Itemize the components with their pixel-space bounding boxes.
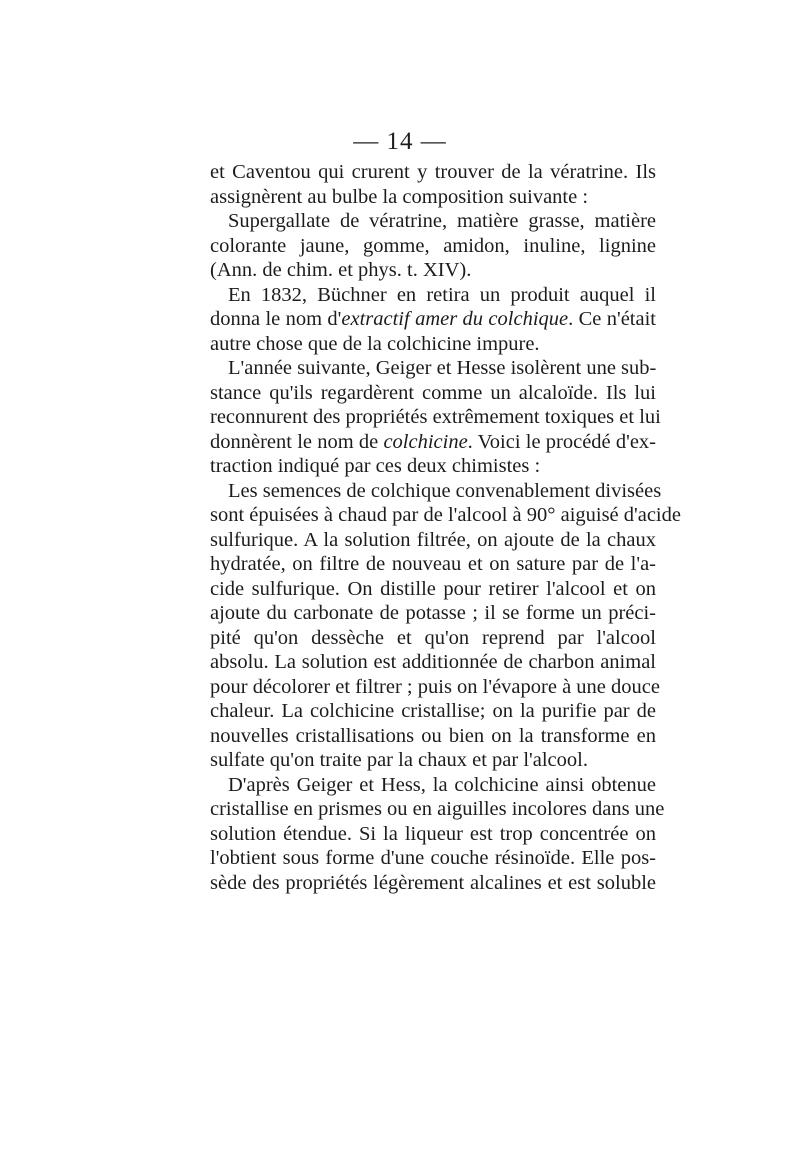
text-line: cide sulfurique. On distille pour retirer l'alcool et on bbox=[210, 577, 656, 600]
text-line: colorante jaune, gomme, amidon, inuline, lignine bbox=[210, 234, 656, 257]
italic-term: extractif amer du colchique bbox=[341, 308, 569, 330]
text-line: sulfate qu'on traite par la chaux et par l'alcool. bbox=[210, 749, 588, 771]
text-line: sulfurique. A la solution filtrée, on ajoute de la chaux bbox=[210, 528, 656, 551]
text-line: hydratée, on filtre de nouveau et on sature par de l'a- bbox=[210, 553, 656, 575]
text-segment: donnèrent le nom de bbox=[210, 430, 384, 453]
text-line: et Caventou qui crurent y trouver de la vératrine. Ils bbox=[210, 161, 656, 183]
text-line: traction indiqué par ces deux chimistes : bbox=[210, 455, 541, 477]
text-line: Les semences de colchique convenablement divisées bbox=[228, 479, 662, 502]
text-line: (Ann. de chim. et phys. t. XIV). bbox=[210, 259, 472, 281]
text-line: cristallise en prismes ou en aiguilles incolores dans une bbox=[210, 798, 665, 820]
text-segment: donna le nom d' bbox=[210, 308, 342, 330]
text-line: autre chose que de la colchicine impure. bbox=[210, 332, 540, 355]
text-line: sède des propriétés légèrement alcalines et est soluble bbox=[210, 871, 656, 894]
text-line bbox=[210, 307, 656, 332]
text-line bbox=[210, 430, 656, 455]
text-line: nouvelles cristallisations ou bien on la transforme en bbox=[210, 724, 656, 747]
italic-term: colchicine bbox=[383, 430, 468, 453]
text-line: pité qu'on dessèche et qu'on reprend par l'alcool bbox=[210, 626, 656, 649]
text-line: En 1832, Büchner en retira un produit auquel il bbox=[228, 283, 656, 306]
text-line: stance qu'ils regardèrent comme un alcaloïde. Ils lui bbox=[210, 381, 656, 404]
text-line: Supergallate de vératrine, matière grasse, matière bbox=[228, 210, 656, 232]
text-line: sont épuisées à chaud par de l'alcool à 90° aiguisé d'acide bbox=[210, 504, 681, 526]
text-line: ajoute du carbonate de potasse ; il se forme un préci- bbox=[210, 602, 656, 624]
text-line: assignèrent au bulbe la composition suivante : bbox=[210, 185, 589, 208]
body-text bbox=[210, 160, 681, 895]
text-line: l'obtient sous forme d'une couche résinoïde. Elle pos- bbox=[210, 847, 656, 869]
text-line: chaleur. La colchicine cristallise; on la purifie par de bbox=[210, 700, 656, 722]
text-line: reconnurent des propriétés extrêmement toxiques et lui bbox=[210, 406, 661, 428]
text-line: solution étendue. Si la liqueur est trop concentrée on bbox=[210, 822, 656, 845]
text-line: absolu. La solution est additionnée de charbon animal bbox=[210, 651, 656, 673]
text-segment: . Ce n'était bbox=[568, 308, 656, 330]
text-line: L'année suivante, Geiger et Hesse isolèrent une sub- bbox=[228, 357, 657, 379]
text-line: pour décolorer et filtrer ; puis on l'évapore à une douce bbox=[210, 675, 660, 698]
text-line: D'après Geiger et Hess, la colchicine ainsi obtenue bbox=[228, 773, 656, 796]
text-segment: . Voici le procédé d'ex- bbox=[467, 430, 656, 453]
page-number: — 14 — bbox=[353, 128, 447, 155]
